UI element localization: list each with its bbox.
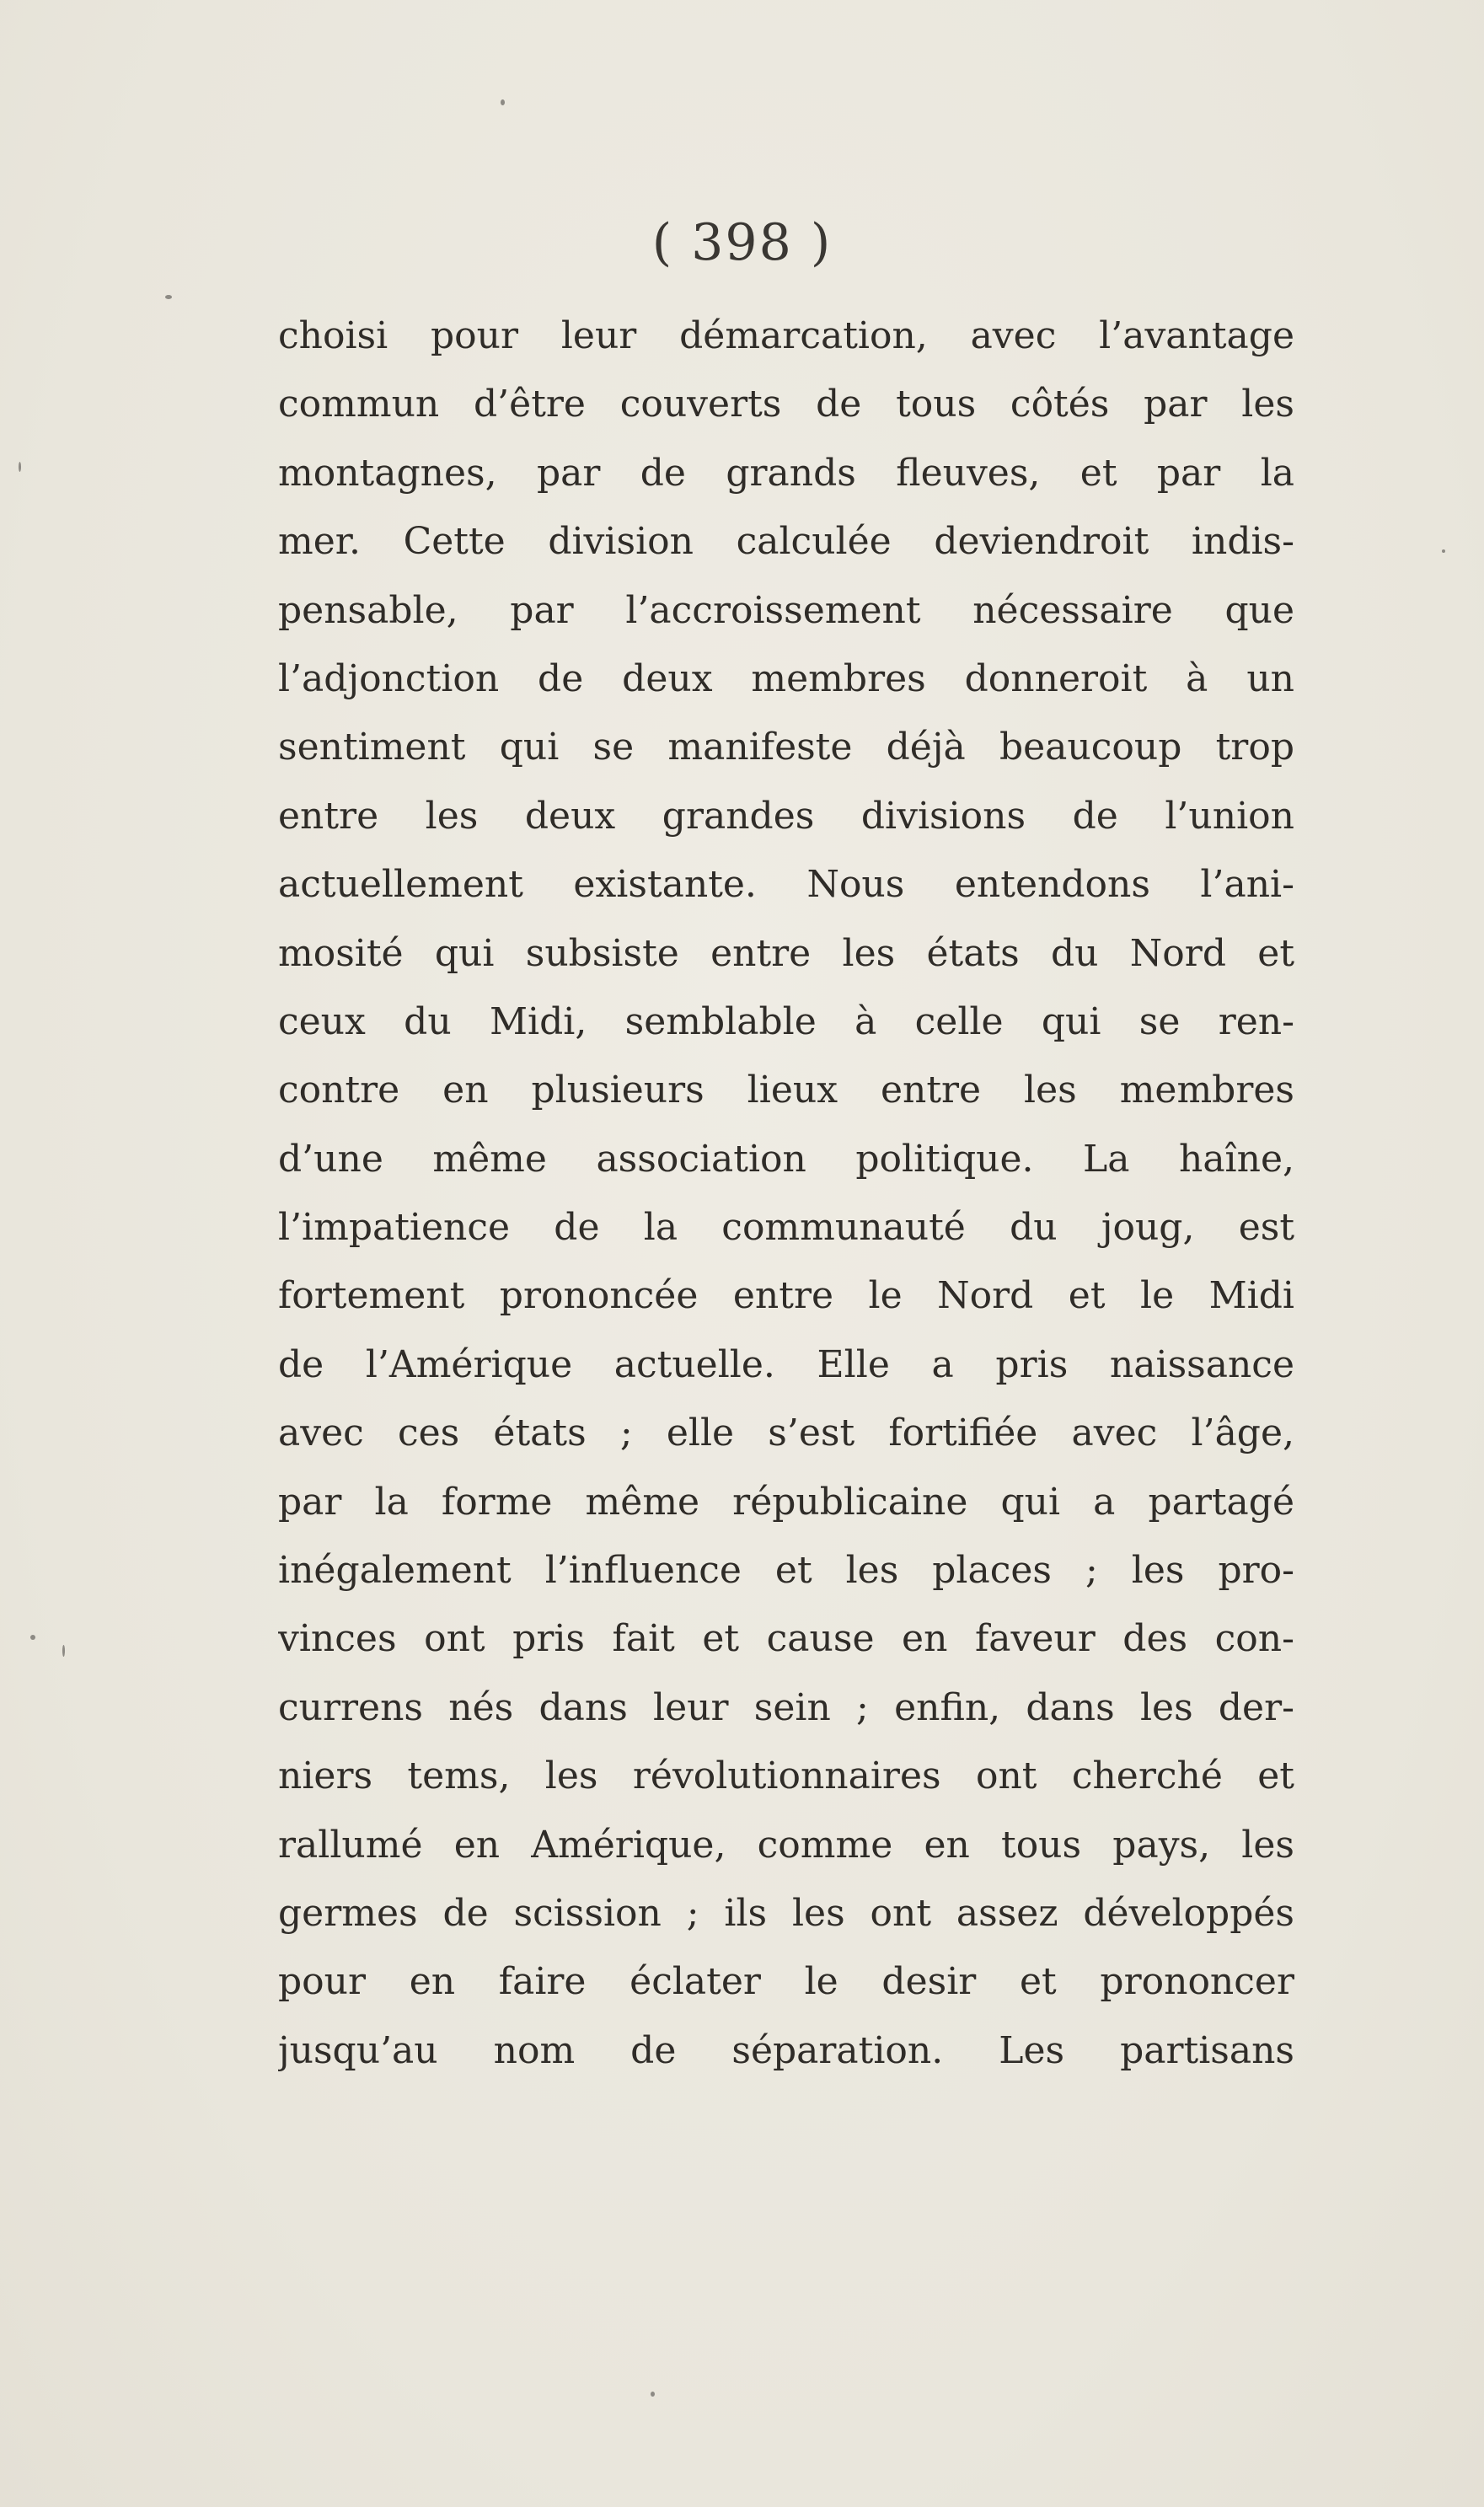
paper-speck [19,462,21,472]
text-line: fortement prononcée entre le Nord et le Midi [278,1274,1294,1318]
paper-speck [165,295,172,299]
text-line: niers tems, les révolutionnaires ont cherché et [278,1754,1294,1798]
text-line: pour en faire éclater le desir et prononcer [278,1960,1294,2004]
text-line: vinces ont pris fait et cause en faveur des con- [278,1617,1294,1661]
text-line: mosité qui subsiste entre les états du Nord et [278,931,1294,975]
text-line: de l’Amérique actuelle. Elle a pris naissance [278,1342,1294,1386]
text-line: choisi pour leur démarcation, avec l’avantage [278,314,1294,357]
text-line: l’impatience de la communauté du joug, est [278,1206,1294,1250]
text-line: actuellement existante. Nous entendons l’ani- [278,863,1294,907]
paper-speck [30,1635,35,1640]
text-line: rallumé en Amérique, comme en tous pays, les [278,1823,1294,1867]
text-line: inégalement l’influence et les places ; les pro- [278,1549,1294,1593]
text-line: commun d’être couverts de tous côtés par les [278,383,1294,426]
paper-speck [651,2392,655,2397]
text-line: ceux du Midi, semblable à celle qui se ren- [278,999,1294,1043]
text-line: mer. Cette division calculée deviendroit indis- [278,520,1294,564]
text-line: entre les deux grandes divisions de l’union [278,794,1294,838]
text-line: jusqu’au nom de séparation. Les partisans [278,2028,1294,2072]
text-line: currens nés dans leur sein ; enfin, dans les der- [278,1685,1294,1729]
text-line: par la forme même républicaine qui a partagé [278,1480,1294,1524]
paper-speck [62,1645,65,1657]
text-line: germes de scission ; ils les ont assez développés [278,1891,1294,1935]
body-text [278,302,1294,2085]
text-line: d’une même association politique. La haîne, [278,1137,1294,1181]
text-line: sentiment qui se manifeste déjà beaucoup trop [278,726,1294,769]
text-line: l’adjonction de deux membres donneroit à un [278,656,1294,700]
paper-speck [1442,549,1445,553]
text-line: contre en plusieurs lieux entre les membres [278,1069,1294,1112]
paper-speck [501,99,505,105]
text-line: montagnes, par de grands fleuves, et par la [278,451,1294,495]
text-line: avec ces états ; elle s’est fortifiée avec l’âge, [278,1412,1294,1455]
text-line: pensable, par l’accroissement nécessaire que [278,588,1294,632]
page-number: ( 398 ) [651,213,833,272]
